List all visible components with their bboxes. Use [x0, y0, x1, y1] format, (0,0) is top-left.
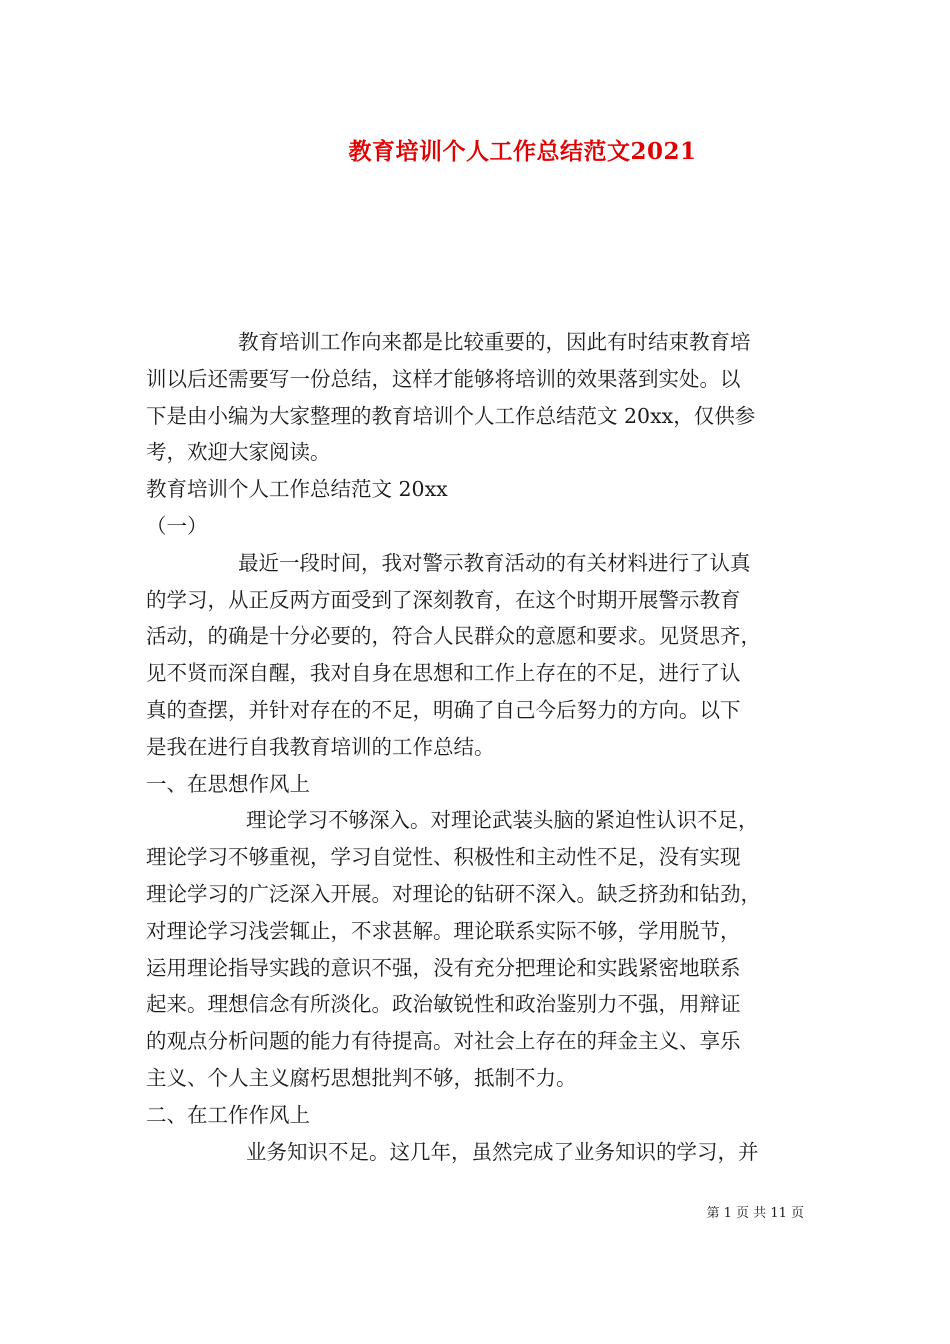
para1-line-4: 见不贤而深自醒，我对自身在思想和工作上存在的不足，进行了认: [146, 661, 741, 686]
section-heading-2: 二、在工作作风上: [146, 1102, 310, 1127]
article-subheading: 教育培训个人工作总结范文 20xx: [146, 477, 448, 502]
intro-line-4: 考，欢迎大家阅读。: [146, 440, 331, 465]
para2-line-5: 运用理论指导实践的意识不强，没有充分把理论和实践紧密地联系: [146, 955, 741, 980]
para3-line-1: 业务知识不足。这几年，虽然完成了业务知识的学习，并: [246, 1139, 759, 1164]
para1-line-2: 的学习，从正反两方面受到了深刻教育，在这个时期开展警示教育: [146, 587, 741, 612]
paragraph-2: [146, 802, 806, 1096]
document-title: 教育培训个人工作总结范文2021: [348, 138, 697, 165]
para2-line-1: 理论学习不够深入。对理论武装头脑的紧迫性认识不足，: [246, 808, 759, 833]
intro-line-1: 教育培训工作向来都是比较重要的，因此有时结束教育培: [238, 330, 751, 354]
part-label: （一）: [146, 513, 208, 538]
intro-paragraph: [146, 324, 806, 471]
para1-line-1: 最近一段时间，我对警示教育活动的有关材料进行了认真: [238, 550, 751, 575]
intro-line-2: 训以后还需要写一份总结，这样才能够将培训的效果落到实处。以: [146, 366, 741, 391]
paragraph-3: [146, 1134, 806, 1171]
intro-line-3: 下是由小编为大家整理的教育培训个人工作总结范文 20xx，仅供参: [146, 403, 756, 428]
document-body: [146, 324, 806, 1170]
page-number-footer: 第 1 页 共 11 页: [706, 1206, 804, 1221]
para2-line-2: 理论学习不够重视，学习自觉性、积极性和主动性不足，没有实现: [146, 845, 741, 870]
paragraph-1: [146, 545, 806, 766]
para2-line-8: 主义、个人主义腐朽思想批判不够，抵制不力。: [146, 1065, 577, 1090]
section-heading-1: 一、在思想作风上: [146, 771, 310, 796]
para2-line-7: 的观点分析问题的能力有待提高。对社会上存在的拜金主义、享乐: [146, 1029, 741, 1054]
para2-line-6: 起来。理想信念有所淡化。政治敏锐性和政治鉴别力不强，用辩证: [146, 992, 741, 1017]
para1-line-3: 活动，的确是十分必要的，符合人民群众的意愿和要求。见贤思齐，: [146, 624, 761, 649]
para1-line-6: 是我在进行自我教育培训的工作总结。: [146, 734, 495, 759]
para2-line-4: 对理论学习浅尝辄止，不求甚解。理论联系实际不够，学用脱节，: [146, 918, 741, 943]
para2-line-3: 理论学习的广泛深入开展。对理论的钻研不深入。缺乏挤劲和钻劲，: [146, 881, 761, 906]
para1-line-5: 真的查摆，并针对存在的不足，明确了自己今后努力的方向。以下: [146, 697, 741, 722]
